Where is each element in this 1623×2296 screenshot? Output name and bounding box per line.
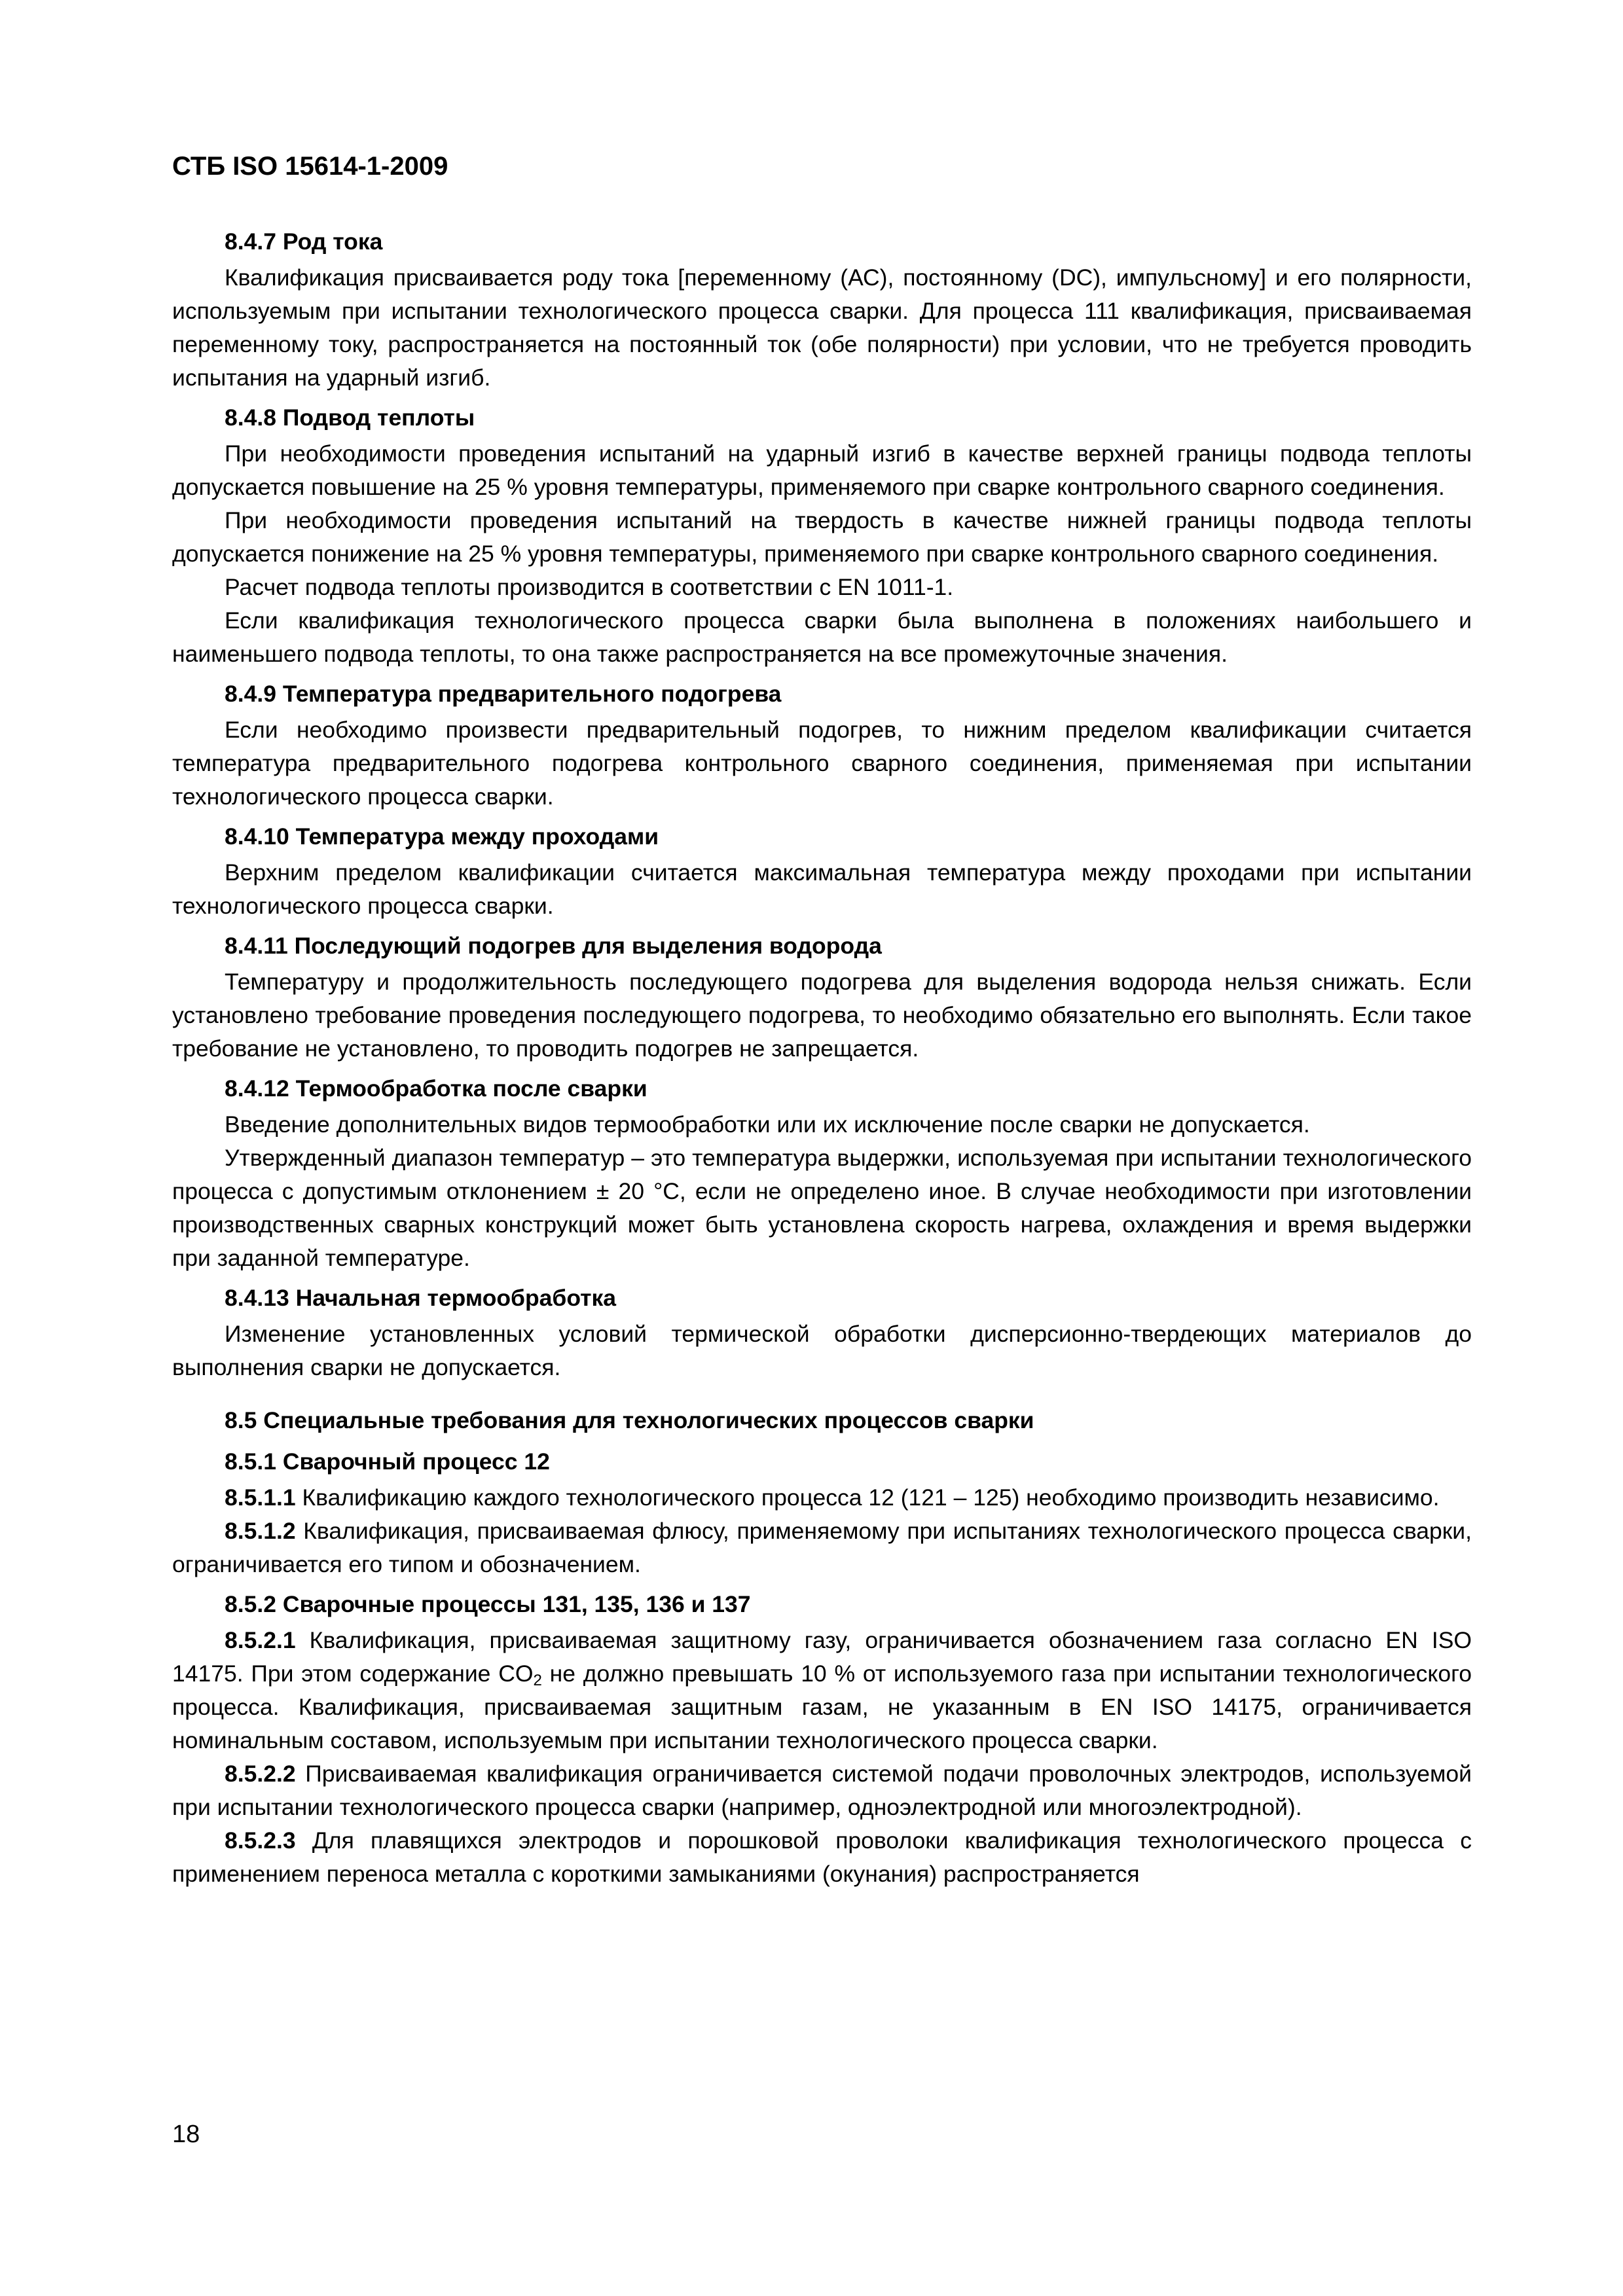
clause-number: 8.5.1.1 (225, 1484, 296, 1511)
clause-number: 8.5.2.2 (225, 1761, 296, 1787)
clause-text: Квалификацию каждого технологического процесса 12 (121 – 125) необходимо производить независимо. (295, 1484, 1440, 1511)
paragraph: Квалификация присваивается роду тока [переменному (АС), постоянному (DC), импульсному] и его полярности, используемым при испытании технологического процесса сварки. Для процесса 111 квалификация, присваиваемая переменному току, распространяется на постоянный ток (обе полярности) при условии, что не требуется проводить испытания на ударный изгиб. (172, 264, 1472, 391)
clause-text: не должно превышать 10 % от используемого газа при испытании технологического процесса. Квалификация, присваиваемая защитным газам, не указанным в EN ISO 14175, ограничивается номинальным составом, используемым при испытании технологического процесса сварки. (172, 1660, 1472, 1753)
subscript: 2 (533, 1672, 542, 1689)
paragraph (172, 1481, 1472, 1515)
paragraph: Утвержденный диапазон температур – это температура выдержки, используемая при испытании технологического процесса с допустимым отклонением ± 20 °С, если не определено иное. В случае необходимости при изготовлении производственных сварных конструкций может быть установлена скорость нагрева, охлаждения и время выдержки при заданной температуре. (172, 1145, 1472, 1271)
clause-text: Присваиваемая квалификация ограничивается системой подачи проволочных электродов, используемой при испытании технологического процесса сварки (например, одноэлектродной или многоэлектродной). (172, 1761, 1472, 1820)
paragraph (172, 1624, 1472, 1757)
paragraph: Верхним пределом квалификации считается максимальная температура между проходами при испытании технологического процесса сварки. (172, 859, 1472, 919)
clause-text: Квалификация, присваиваемая флюсу, применяемому при испытаниях технологического процесса сварки, ограничивается его типом и обозначением. (172, 1518, 1472, 1577)
paragraph: При необходимости проведения испытаний на твердость в качестве нижней границы подвода теплоты допускается понижение на 25 % уровня температуры, применяемого при сварке контрольного сварного соединения. (172, 507, 1472, 567)
section-heading-8-5-1: 8.5.1 Сварочный процесс 12 (225, 1448, 550, 1475)
section-heading-8-4-11: 8.4.11 Последующий подогрев для выделения водорода (225, 933, 882, 959)
clause-text: Квалификация, присваиваемая защитному газу, ограничивается обозначением газа согласно EN ISO 14175. При этом содержание CO (172, 1627, 1472, 1687)
section-heading-8-4-8: 8.4.8 Подвод теплоты (225, 404, 475, 431)
section-heading-8-4-13: 8.4.13 Начальная термообработка (225, 1285, 617, 1311)
document-body (172, 225, 1472, 1891)
paragraph: Расчет подвода теплоты производится в соответствии с EN 1011-1. (225, 574, 954, 600)
clause-number: 8.5.1.2 (225, 1518, 296, 1544)
paragraph (172, 1515, 1472, 1581)
section-heading-8-4-10: 8.4.10 Температура между проходами (225, 823, 659, 850)
paragraph: Если необходимо произвести предварительный подогрев, то нижним пределом квалификации считается температура предварительного подогрева контрольного сварного соединения, применяемая при испытании технологического процесса сварки. (172, 717, 1472, 810)
paragraph: При необходимости проведения испытаний на ударный изгиб в качестве верхней границы подвода теплоты допускается повышение на 25 % уровня температуры, применяемого при сварке контрольного сварного соединения. (172, 440, 1472, 500)
paragraph: Введение дополнительных видов термообработки или их исключение после сварки не допускается. (225, 1111, 1310, 1138)
section-heading-8-5-2: 8.5.2 Сварочные процессы 131, 135, 136 и 137 (225, 1591, 751, 1617)
section-heading-8-4-12: 8.4.12 Термообработка после сварки (225, 1075, 647, 1102)
section-heading-8-4-9: 8.4.9 Температура предварительного подогрева (225, 681, 782, 707)
clause-number: 8.5.2.1 (225, 1627, 296, 1653)
section-heading-8-4-7: 8.4.7 Род тока (225, 228, 383, 255)
paragraph (172, 1757, 1472, 1824)
page-number: 18 (172, 2121, 200, 2148)
paragraph: Температуру и продолжительность последующего подогрева для выделения водорода нельзя снижать. Если установлено требование проведения последующего подогрева, то необходимо обязательно его выполнять. Если такое требование не установлено, то проводить подогрев не запрещается. (172, 969, 1472, 1062)
paragraph: Если квалификация технологического процесса сварки была выполнена в положениях наибольшего и наименьшего подвода теплоты, то она также распространяется на все промежуточные значения. (172, 607, 1472, 667)
section-heading-8-5: 8.5 Специальные требования для технологических процессов сварки (225, 1407, 1034, 1433)
clause-text: Для плавящихся электродов и порошковой проволоки квалификация технологического процесса с применением переноса металла с короткими замыканиями (окунания) распространяется (172, 1827, 1472, 1887)
clause-number: 8.5.2.3 (225, 1827, 296, 1854)
paragraph (172, 1824, 1472, 1891)
document-code: СТБ ISO 15614-1-2009 (172, 152, 448, 181)
paragraph: Изменение установленных условий термической обработки дисперсионно-твердеющих материалов до выполнения сварки не допускается. (172, 1321, 1472, 1380)
